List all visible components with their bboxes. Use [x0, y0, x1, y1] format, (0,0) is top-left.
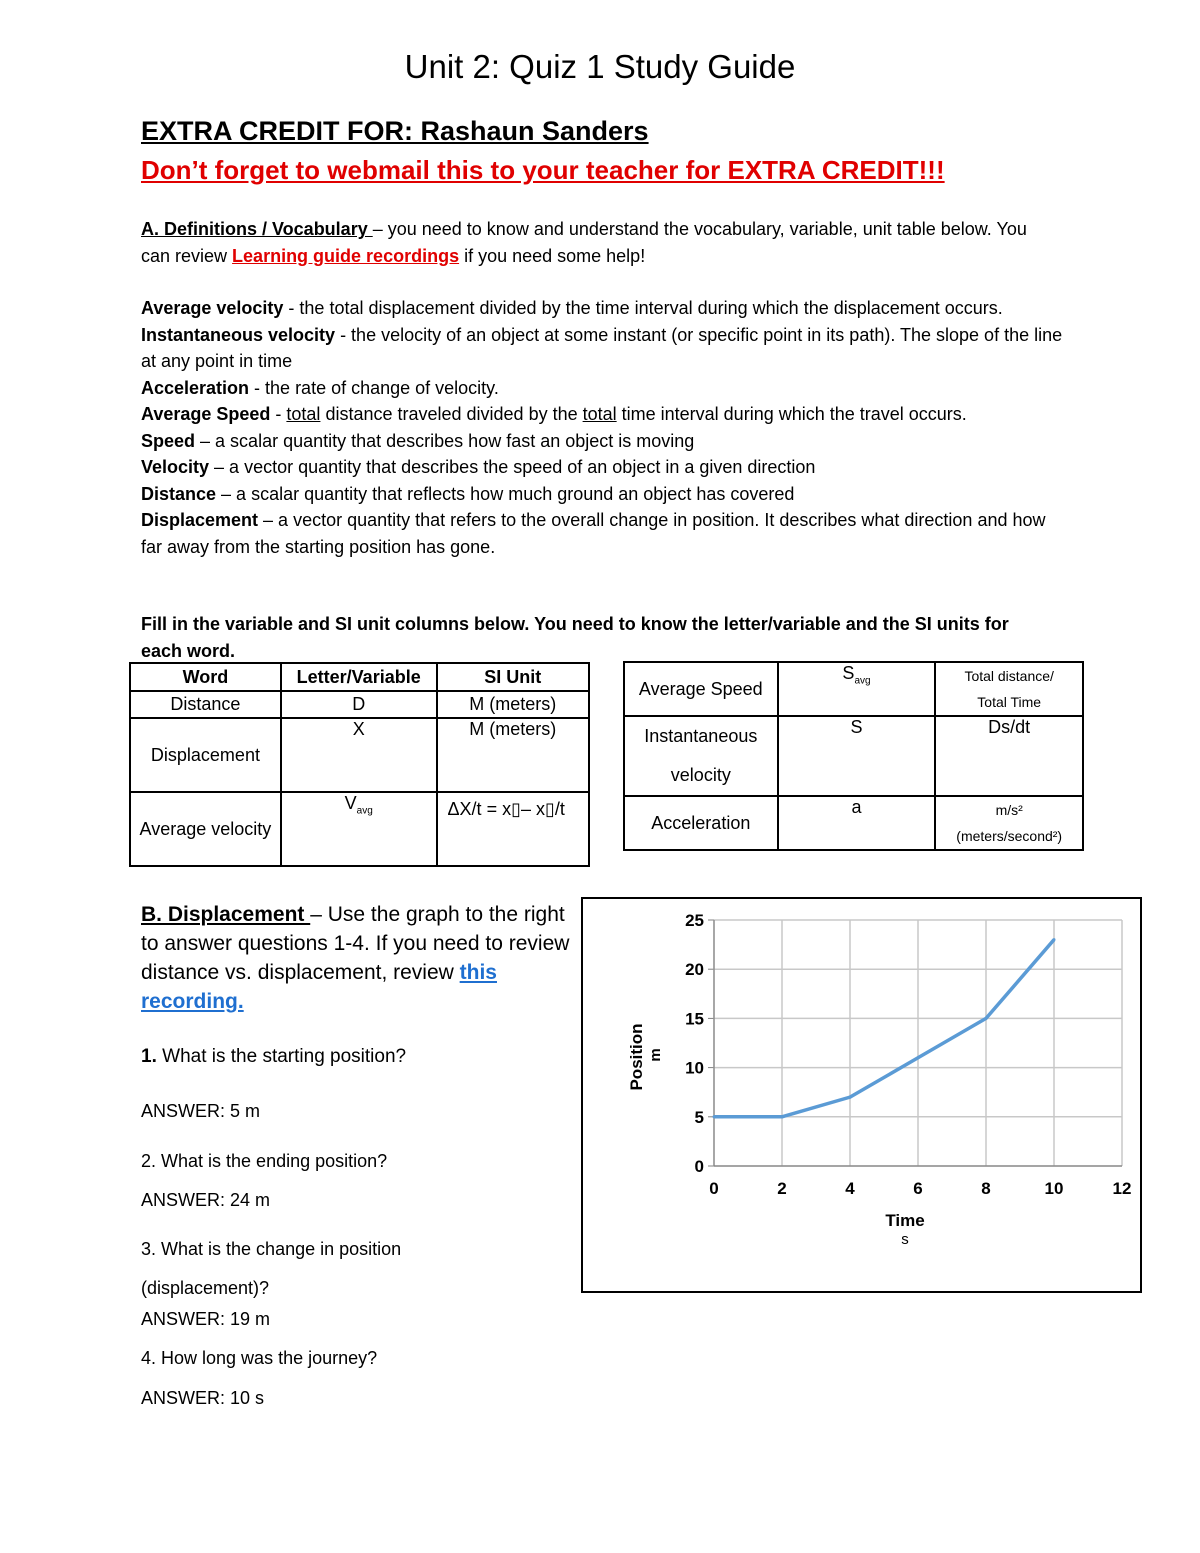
- cell-unit: Ds/dt: [935, 716, 1083, 796]
- section-b-intro: [141, 900, 571, 1016]
- data-point: [781, 1115, 784, 1118]
- definition-average-velocity: [141, 295, 1066, 322]
- definition-text: - the velocity of an object at some instant (or specific point in its path). The slope of the line at any point in time: [141, 324, 1063, 371]
- definition-term: Acceleration: [141, 377, 250, 398]
- letter-sub: avg: [356, 805, 373, 817]
- definition-text: -: [270, 404, 287, 424]
- definitions-list: [141, 295, 1066, 560]
- cell-unit: [935, 796, 1083, 850]
- unit-line: Total Time: [977, 694, 1042, 710]
- cell-word: Average Speed: [624, 662, 778, 716]
- table-header-row: [130, 663, 589, 691]
- definition-underline: total: [582, 404, 617, 424]
- answer-2: ANSWER: 24 m: [141, 1190, 271, 1210]
- definition-velocity: [141, 454, 1066, 481]
- unit-line: m/s²: [995, 802, 1023, 818]
- extra-credit-reminder: Don’t forget to webmail this to your teacher for EXTRA CREDIT!!!: [141, 155, 945, 185]
- table-row: [130, 792, 589, 866]
- header-letter: Letter/Variable: [281, 663, 437, 691]
- cell-word: Average velocity: [130, 792, 281, 866]
- question-text: What is the change in position (displacement)?: [141, 1239, 402, 1298]
- cell-word: Displacement: [130, 718, 281, 792]
- definition-text: - the rate of change of velocity.: [249, 377, 499, 398]
- cell-unit: M (meters): [437, 691, 589, 718]
- x-tick-label: 0: [709, 1179, 719, 1198]
- cell-unit: M (meters): [437, 718, 589, 792]
- data-point: [985, 1017, 988, 1020]
- definition-term: Velocity: [141, 457, 210, 477]
- cell-letter: [281, 792, 437, 866]
- cell-word: Distance: [130, 691, 281, 718]
- question-text: How long was the journey?: [156, 1348, 378, 1368]
- y-tick-label: 20: [685, 960, 704, 980]
- question-text: What is the ending position?: [156, 1151, 388, 1171]
- definition-term: Average Speed: [141, 404, 271, 424]
- section-a-heading: A. Definitions / Vocabulary: [141, 219, 373, 239]
- definition-text: – a vector quantity that describes the speed of an object in a given direction: [209, 457, 816, 477]
- definition-text: – a vector quantity that refers to the overall change in position. It describes what direction and how far away from the starting position has gone.: [141, 510, 1046, 557]
- table-row: [624, 796, 1083, 850]
- letter-main: S: [842, 663, 855, 683]
- question-number: 2.: [141, 1151, 157, 1171]
- y-tick-label: 25: [685, 911, 704, 930]
- table-row: [130, 718, 589, 792]
- definition-text: – a scalar quantity that describes how fast an object is moving: [195, 430, 695, 451]
- answer-4: ANSWER: 10 s: [141, 1388, 265, 1408]
- x-tick-label: 12: [1112, 1179, 1132, 1198]
- question-number: 1.: [141, 1046, 157, 1067]
- vocab-table-left: [129, 662, 590, 867]
- definition-text: – a scalar quantity that reflects how much ground an object has covered: [216, 483, 795, 504]
- table-row: [624, 662, 1083, 716]
- question-4: [141, 1348, 377, 1369]
- question-number: 4.: [141, 1348, 157, 1368]
- cell-word: Instantaneous velocity: [624, 716, 778, 796]
- table-row: [130, 691, 589, 718]
- x-tick-label: 6: [913, 1179, 923, 1198]
- section-b-heading: B. Displacement: [141, 903, 311, 926]
- x-tick-label: 4: [845, 1179, 855, 1198]
- page-title: Unit 2: Quiz 1 Study Guide: [404, 48, 796, 85]
- cell-letter: X: [281, 718, 437, 792]
- definition-acceleration: [141, 375, 1066, 402]
- position-series-line: [714, 940, 1054, 1117]
- question-text: What is the starting position?: [156, 1046, 407, 1067]
- y-tick-label: 15: [685, 1009, 704, 1029]
- definition-term: Displacement: [141, 510, 259, 530]
- definition-distance: [141, 481, 1066, 508]
- question-2: [141, 1151, 387, 1172]
- fill-instruction: Fill in the variable and SI unit columns below. You need to know the letter/variable and the SI units for each word.: [141, 614, 1009, 661]
- unit-line: Total distance/: [964, 668, 1054, 684]
- question-3: [141, 1230, 441, 1308]
- y-axis-unit: m: [647, 1048, 664, 1062]
- cell-letter: S: [778, 716, 936, 796]
- this-recording-link[interactable]: this recording.: [141, 961, 497, 1013]
- x-tick-label: 10: [1044, 1179, 1064, 1198]
- letter-main: V: [344, 793, 357, 813]
- cell-unit: [935, 662, 1083, 716]
- definition-term: Distance: [141, 483, 217, 504]
- definition-text: distance traveled divided by the: [320, 404, 583, 424]
- definition-instantaneous-velocity: [141, 322, 1066, 375]
- definition-speed: [141, 428, 1066, 455]
- data-point: [713, 1115, 716, 1118]
- cell-letter: D: [281, 691, 437, 718]
- extra-credit-name: EXTRA CREDIT FOR: Rashaun Sanders: [141, 116, 649, 146]
- definition-average-speed: [141, 401, 1066, 428]
- definition-term: Average velocity: [141, 298, 284, 318]
- cell-unit: ΔX/t = x▯– x▯/t: [437, 792, 589, 866]
- x-tick-label: 2: [777, 1179, 787, 1198]
- y-axis-label: Position: [627, 1023, 646, 1091]
- section-a-text: – you need to know and understand the vocabulary, variable, unit table below. You can review: [141, 219, 1027, 266]
- x-axis-label: Time: [885, 1211, 925, 1230]
- data-point: [1053, 938, 1056, 941]
- definition-text: time interval during which the travel occurs.: [616, 404, 967, 424]
- answer-3: ANSWER: 19 m: [141, 1309, 271, 1329]
- table-row: [624, 716, 1083, 796]
- learning-guide-link[interactable]: Learning guide recordings: [232, 245, 460, 266]
- cell-word: Acceleration: [624, 796, 778, 850]
- definition-underline: total: [286, 404, 321, 424]
- position-time-chart: [581, 897, 1142, 1293]
- y-tick-label: 5: [694, 1107, 704, 1127]
- question-number: 3.: [141, 1239, 157, 1259]
- data-point: [917, 1056, 920, 1059]
- question-1: [141, 1046, 406, 1068]
- answer-1: ANSWER: 5 m: [141, 1101, 261, 1121]
- header-unit: SI Unit: [437, 663, 589, 691]
- definition-text: - the total displacement divided by the time interval during which the displacement occurs.: [283, 298, 1003, 318]
- y-tick-label: 10: [685, 1058, 704, 1078]
- section-b-text: – Use the graph to the right to answer questions 1-4. If you need to review distance vs. displacement, review: [141, 903, 570, 984]
- definition-term: Speed: [141, 430, 196, 451]
- cell-letter: [778, 662, 936, 716]
- x-axis-unit: s: [901, 1231, 909, 1248]
- section-a-text-end: if you need some help!: [459, 245, 646, 266]
- letter-sub: avg: [854, 675, 871, 687]
- unit-line: (meters/second²): [956, 828, 1063, 844]
- section-a-intro: [141, 216, 1041, 269]
- vocab-table-right: [623, 661, 1084, 851]
- data-point: [849, 1096, 852, 1099]
- y-tick-label: 0: [694, 1157, 704, 1176]
- chart-svg: [583, 899, 1140, 1291]
- cell-letter: a: [778, 796, 936, 850]
- definition-term: Instantaneous velocity: [141, 324, 336, 345]
- definition-displacement: [141, 507, 1066, 560]
- x-tick-label: 8: [981, 1179, 991, 1198]
- header-word: Word: [130, 663, 281, 691]
